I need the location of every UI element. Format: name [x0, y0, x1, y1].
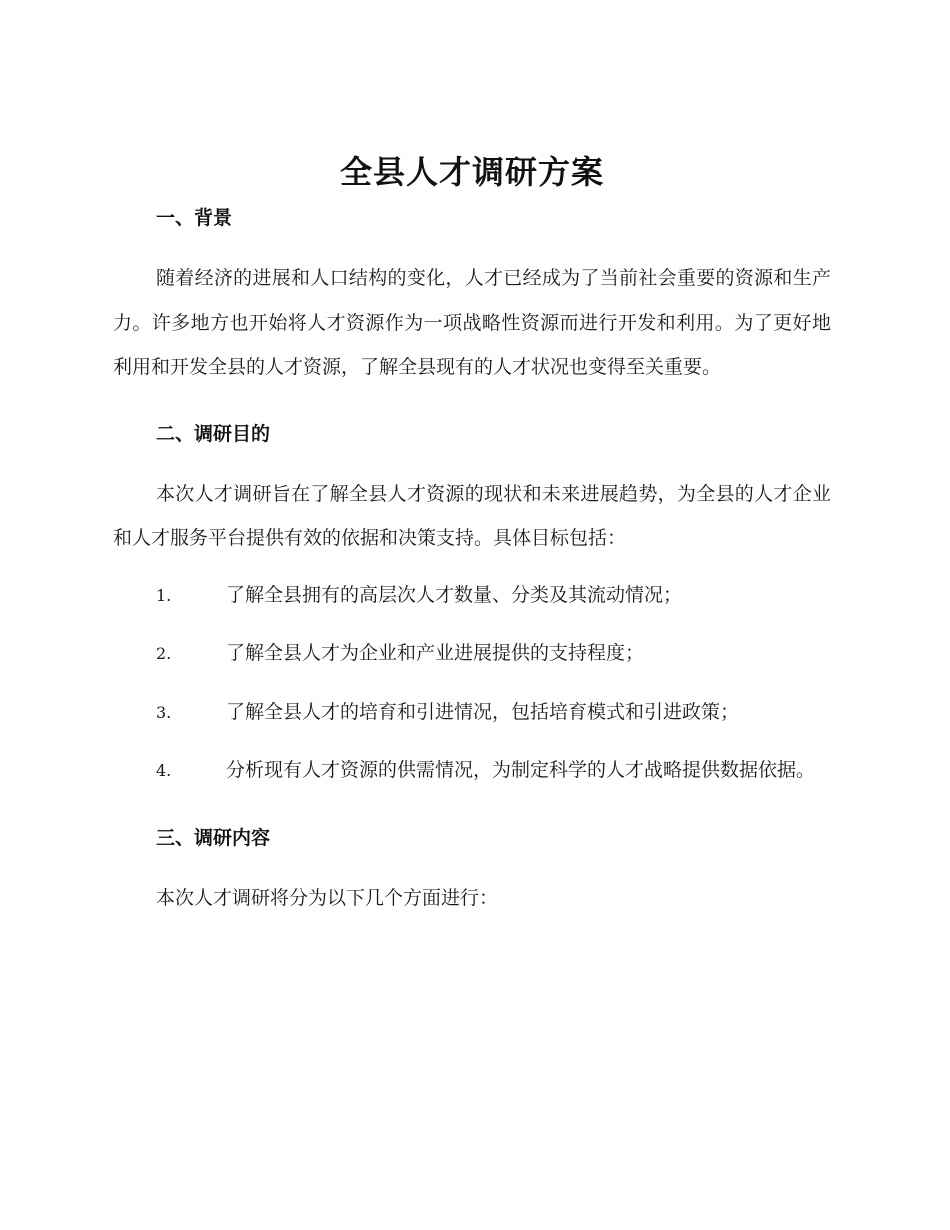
list-item-number: 4. — [156, 761, 172, 780]
list-item — [113, 690, 831, 736]
list-item — [113, 573, 831, 619]
content-paragraph: 本次人才调研将分为以下几个方面进行： — [156, 886, 499, 909]
list-item-text: 了解全县人才的培育和引进情况，包括培育模式和引进政策； — [226, 700, 740, 723]
document-title: 全县人才调研方案 — [339, 153, 604, 191]
list-item — [113, 748, 831, 794]
purpose-paragraph: 本次人才调研旨在了解全县人才资源的现状和未来进展趋势，为全县的人才企业和人才服务平台提供有效的依据和决策支持。具体目标包括： — [113, 482, 831, 549]
section-heading-purpose: 二、调研目的 — [156, 422, 271, 445]
section-heading-background: 一、背景 — [156, 207, 233, 229]
document-body — [113, 148, 831, 920]
list-item-number: 1. — [156, 585, 172, 605]
list-item-number: 2. — [156, 644, 172, 663]
list-item — [113, 631, 831, 677]
list-item-text: 分析现有人才资源的供需情况，为制定科学的人才战略提供数据依据。 — [226, 759, 816, 781]
section-heading-content: 三、调研内容 — [156, 826, 271, 849]
list-item-number: 3. — [156, 702, 172, 722]
list-item-text: 了解全县拥有的高层次人才数量、分类及其流动情况； — [226, 583, 683, 606]
background-paragraph: 随着经济的进展和人口结构的变化，人才已经成为了当前社会重要的资源和生产力。许多地方也开始将人才资源作为一项战略性资源而进行开发和利用。为了更好地利用和开发全县的人才资源，了解全县现有的人才状况也变得至关重要。 — [113, 267, 831, 378]
purpose-goal-list — [113, 573, 831, 794]
list-item-text: 了解全县人才为企业和产业进展提供的支持程度； — [226, 642, 645, 664]
